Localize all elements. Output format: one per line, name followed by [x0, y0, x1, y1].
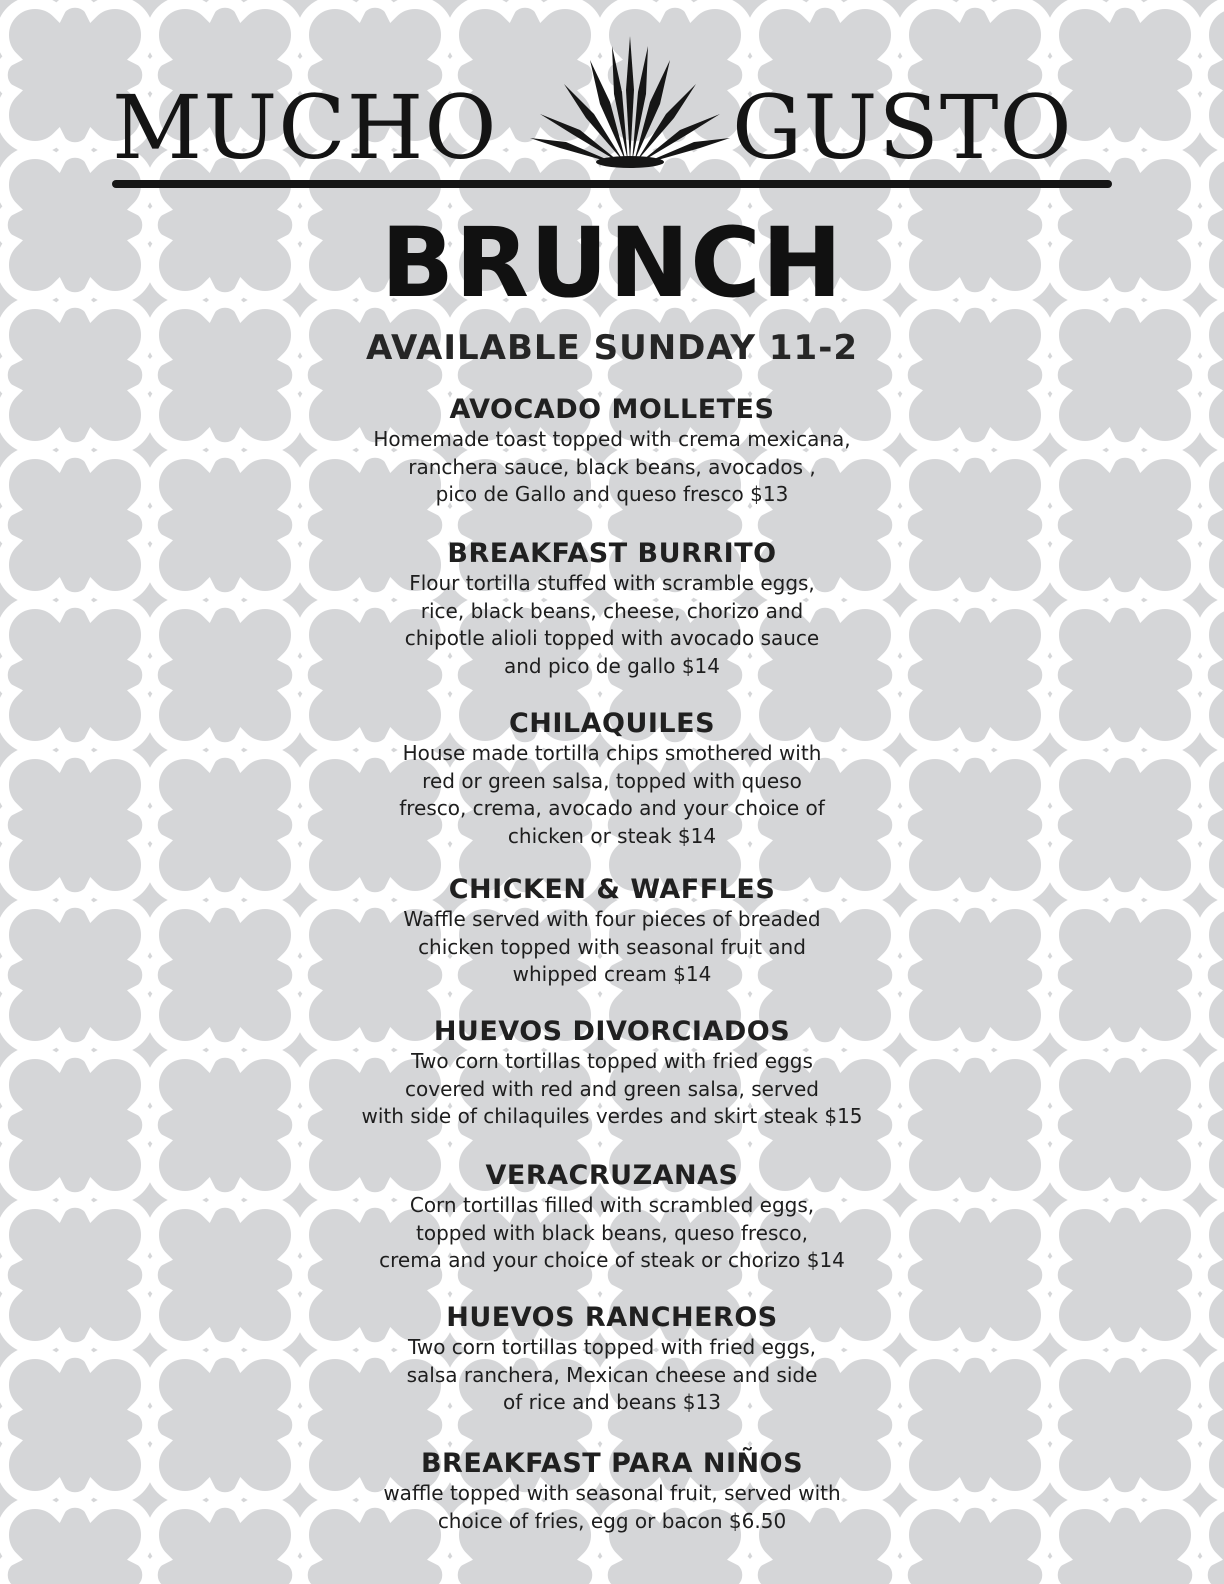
menu-item-breakfast-para-ninos [262, 1448, 962, 1535]
menu-item-huevos-divorciados [262, 1016, 962, 1131]
menu-item-description: Two corn tortillas topped with fried eggs [411, 1049, 813, 1073]
menu-item-description: chicken or steak $14 [507, 823, 717, 848]
menu-item-name: CHILAQUILES [508, 708, 716, 739]
menu-item-name: BREAKFAST PARA NIÑOS [420, 1448, 804, 1479]
menu-item-description: with side of chilaquiles verdes and skirt steak $15 [361, 1104, 863, 1128]
menu-item-description: House made tortilla chips smothered with [402, 741, 822, 765]
agave-plant-icon [530, 30, 730, 170]
header-divider [112, 180, 1112, 188]
menu-item-description: red or green salsa, topped with queso [422, 768, 802, 793]
menu-item-name: HUEVOS RANCHEROS [446, 1302, 778, 1333]
menu-item-name: CHICKEN & WAFFLES [448, 874, 776, 905]
menu-item-description: Homemade toast topped with crema mexicana, [373, 427, 851, 451]
menu-item-name: AVOCADO MOLLETES [449, 394, 775, 425]
menu-item-name: BREAKFAST BURRITO [447, 538, 777, 569]
menu-item-description: waffle topped with seasonal fruit, served with [383, 1481, 841, 1505]
menu-item-name: HUEVOS DIVORCIADOS [433, 1016, 791, 1047]
brand-name-right: GUSTO [732, 76, 1073, 179]
menu-item-description: ranchera sauce, black beans, avocados , [408, 454, 816, 479]
menu-item-description: rice, black beans, cheese, chorizo and [420, 598, 804, 623]
menu-item-description: whipped cream $14 [512, 962, 712, 986]
menu-item-description: Two corn tortillas topped with fried eggs, [407, 1335, 817, 1359]
menu-item-description: Flour tortilla stuffed with scramble eggs, [409, 571, 815, 595]
menu-item-description: Waffle served with four pieces of breaded [403, 907, 821, 931]
menu-item-chilaquiles [262, 708, 962, 850]
page-title: BRUNCH [380, 207, 844, 319]
menu-item-description: topped with black beans, queso fresco, [416, 1220, 808, 1245]
menu-header [0, 0, 1224, 200]
menu-item-chicken-waffles [262, 874, 962, 989]
menu-item-description: salsa ranchera, Mexican cheese and side [406, 1362, 818, 1387]
brand-name-left: MUCHO [112, 76, 498, 179]
menu-item-description: of rice and beans $13 [503, 1390, 721, 1414]
menu-item-description: chicken topped with seasonal fruit and [418, 934, 806, 959]
menu-item-breakfast-burrito [262, 538, 962, 680]
menu-item-description: chipotle alioli topped with avocado sauce [404, 626, 820, 650]
menu-item-description: choice of fries, egg or bacon $6.50 [437, 1508, 787, 1533]
menu-item-description: pico de Gallo and queso fresco $13 [435, 482, 789, 506]
menu-item-description: covered with red and green salsa, served [405, 1076, 819, 1101]
menu-item-description: Corn tortillas filled with scrambled eggs, [409, 1193, 815, 1217]
menu-item-veracruzanas [262, 1160, 962, 1275]
menu-item-description: fresco, crema, avocado and your choice of [399, 796, 825, 820]
availability-subtitle: AVAILABLE SUNDAY 11-2 [366, 328, 858, 368]
menu-item-description: crema and your choice of steak or chorizo $14 [379, 1248, 845, 1272]
menu-item-name: VERACRUZANAS [485, 1160, 739, 1191]
menu-item-description: and pico de gallo $14 [503, 653, 720, 678]
menu-item-huevos-rancheros [262, 1302, 962, 1417]
menu-item-avocado-molletes [262, 394, 962, 509]
